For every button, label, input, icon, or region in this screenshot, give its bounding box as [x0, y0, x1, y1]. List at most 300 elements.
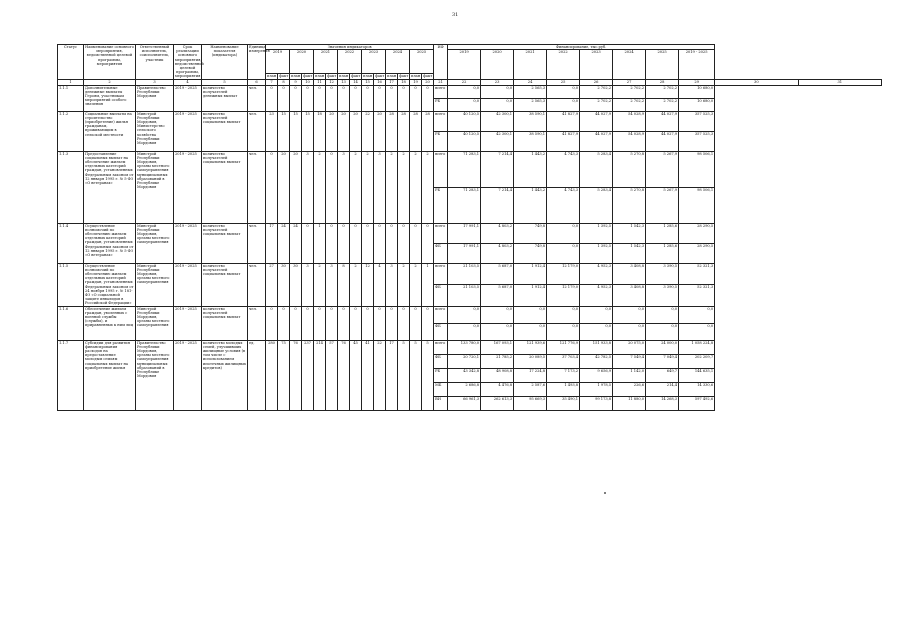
row-indicator-value: 5 [422, 340, 434, 410]
row-indicator-value: 1 [314, 223, 326, 263]
row-fin-value: 0,0 [547, 243, 580, 263]
row-indicator-value: 15 [278, 111, 290, 151]
row-name: Осуществление полномочий по обеспечению жильем отдельных категорий граждан, установленных Федеральным законом от 12 января 1995 г. № 5-ФЗ «О ветеранах» [84, 223, 136, 263]
row-fin-value: 2 702,2 [580, 98, 613, 111]
hdr-plan: план [363, 74, 373, 79]
row-status: 1.1.7 [58, 340, 84, 410]
row-indicator-value: 0 [338, 306, 350, 340]
row-fin-value: 24 000,0 [646, 340, 679, 354]
col-number: 5 [202, 79, 248, 85]
row-fin-value: 3 408,8 [613, 285, 646, 307]
row-fin-value: 1 443,2 [514, 151, 547, 187]
row-fin-value: 1 443,2 [514, 187, 547, 223]
col-number: 31 [798, 79, 881, 85]
col-number: 14 [350, 79, 362, 85]
row-indicator-value: 0 [422, 306, 434, 340]
row-fin-value: 66 961,3 [448, 396, 481, 410]
col-number: 16 [374, 79, 386, 85]
row-indicator-value: 0 [290, 306, 302, 340]
col-number: 25 [547, 79, 580, 85]
col-number: 27 [613, 79, 646, 85]
row-fin-source: ФБ [434, 323, 448, 340]
row-indicator-value: 2 [422, 151, 434, 223]
row-fin-value: 0,0 [481, 323, 514, 340]
row-fin-source: всего [434, 340, 448, 354]
row-fin-value: 0,0 [646, 306, 679, 323]
row-indicator-value: 8 [338, 263, 350, 306]
row-fin-value: 133 780,0 [448, 340, 481, 354]
row-fin-value: 5 267,9 [646, 151, 679, 187]
row-fin-source: РБ [434, 187, 448, 223]
row-indicator: количество получателей социальных выплат [202, 151, 248, 223]
row-fin-value: 14 330,6 [679, 382, 715, 396]
hdr-fact: факт [351, 74, 361, 79]
row-indicator-value: 24 [278, 223, 290, 263]
col-number: 23 [481, 79, 514, 85]
row-indicator-value: 3 [302, 151, 314, 223]
hdr-fin-year: 2019 [448, 50, 481, 79]
row-indicator-value: 30 [278, 263, 290, 306]
row-fin-value: 214,4 [646, 382, 679, 396]
row-fin-value: 151 933,8 [580, 340, 613, 354]
row-indicator-value: 3 [338, 151, 350, 223]
row-fin-value: 44 027,9 [580, 131, 613, 151]
row-fin-value: 357 525,3 [679, 131, 715, 151]
row-indicator-value: 41 [362, 340, 374, 410]
row-fin-value: 1 142,0 [613, 368, 646, 382]
hdr-plan: план [339, 74, 349, 79]
row-indicator-value: 5 [410, 340, 422, 410]
hdr-name: Наименование основного мероприятия, ведомственной целевой программы, мероприятия [84, 45, 136, 80]
row-indicator-value: 0 [422, 223, 434, 263]
row-indicator-value: 20 [338, 111, 350, 151]
hdr-year: 2019 [266, 50, 290, 74]
table-row [58, 223, 882, 243]
row-fin-value: 2 686,8 [448, 382, 481, 396]
row-fin-value: 2 565,3 [514, 85, 547, 98]
hdr-period: Срок реализации основного мероприятия, ведомственной целевой программы, мероприятия [175, 45, 204, 79]
scan-speck [604, 492, 606, 494]
row-fin-value: 5 283,4 [580, 187, 613, 223]
row-fin-value: 5 687,0 [481, 263, 514, 285]
row-fin-value: 17 224,8 [514, 368, 547, 382]
row-unit: ед. [248, 340, 266, 410]
row-fin-source: ВИ [434, 396, 448, 410]
row-indicator-value: 0 [290, 85, 302, 111]
row-indicator-value: 23 [266, 111, 278, 151]
col-number: 21 [434, 79, 448, 85]
row-executor: Правительство Республики Мордовия [136, 85, 174, 111]
hdr-executor: Ответственный исполнитель, соисполнитель, участник [136, 45, 174, 80]
row-indicator-value: 0 [326, 223, 338, 263]
row-indicator-value: 3 [302, 263, 314, 306]
row-name: Предоставление социальных выплат на обеспечение жильем отдельных категорий граждан, установленных Федеральным законом от 12 января 1995 г. № 5-ФЗ «О ветеранах» [84, 151, 136, 223]
row-indicator-value: 214 [314, 340, 326, 410]
row-indicator-value: 2 [350, 151, 362, 223]
row-fin-value: 2 702,2 [613, 85, 646, 98]
hdr-fact: факт [375, 74, 385, 79]
row-fin-value: 41 827,9 [547, 111, 580, 131]
row-fin-value: 48 908,8 [481, 368, 514, 382]
row-indicator-value: 0 [314, 306, 326, 340]
row-fin-value: 1 912,4 [514, 285, 547, 307]
row-indicator-value: 0 [326, 306, 338, 340]
row-fin-value: 0,0 [514, 306, 547, 323]
row-indicator-value: 2 [386, 151, 398, 223]
row-fin-value: 0,0 [547, 323, 580, 340]
row-fin-value: 99 173,8 [580, 396, 613, 410]
row-fin-value: 38 590,1 [514, 131, 547, 151]
row-indicator-value: 15 [302, 111, 314, 151]
row-indicator-value: 0 [386, 85, 398, 111]
row-fin-value: 167 093,1 [481, 340, 514, 354]
row-fin-value: 262 613,3 [481, 396, 514, 410]
row-fin-value: 0,0 [646, 323, 679, 340]
row-fin-value: 7 173,2 [547, 368, 580, 382]
row-fin-source: РБ [434, 368, 448, 382]
row-indicator-value: 0 [410, 223, 422, 263]
hdr-plan: план [267, 74, 277, 79]
row-fin-value: 1 912,4 [514, 263, 547, 285]
row-indicator-value: 28 [398, 111, 410, 151]
row-fin-value: 226,6 [613, 382, 646, 396]
row-indicator-value: 280 [266, 340, 278, 410]
table-row [58, 151, 882, 187]
row-fin-value: 1 285,6 [646, 243, 679, 263]
col-number: 18 [398, 79, 410, 85]
row-fin-value: 4 803,2 [481, 243, 514, 263]
row-fin-value: 4 952,3 [580, 263, 613, 285]
row-fin-value: 2 565,3 [514, 98, 547, 111]
row-fin-value: 71 283,1 [448, 151, 481, 187]
row-fin-value: 0,0 [580, 306, 613, 323]
row-fin-value: 21 103,5 [448, 263, 481, 285]
hdr-fin-year: 2020 [481, 50, 514, 79]
row-name: Субсидии для развития финансирования расходов на предоставление молодым семьям социальных выплат на приобретение жилья [84, 340, 136, 410]
row-fin-value: 0,0 [514, 323, 547, 340]
row-fin-value: 121 939,6 [514, 340, 547, 354]
row-indicator: количество получателей социальных выплат [202, 263, 248, 306]
row-period: 2019 - 2025 [174, 306, 202, 340]
row-fin-value: 0,0 [448, 323, 481, 340]
hdr-year: 2020 [290, 50, 314, 74]
row-indicator-value: 0 [326, 85, 338, 111]
row-indicator-value: 0 [266, 85, 278, 111]
hdr-fin-year: 2024 [613, 50, 646, 79]
row-fin-value: 20 089,5 [514, 354, 547, 368]
row-indicator-value: 0 [350, 85, 362, 111]
row-fin-source: всего [434, 223, 448, 243]
row-unit: чел. [248, 306, 266, 340]
row-fin-value: 71 283,1 [448, 187, 481, 223]
row-fin-value: 28 290,5 [679, 223, 715, 243]
row-fin-value: 649,7 [646, 368, 679, 382]
col-number: 24 [514, 79, 547, 85]
row-fin-value: 749,8 [514, 243, 547, 263]
row-indicator-value: 0 [410, 85, 422, 111]
table-row [58, 306, 882, 323]
row-fin-value: 7 214,4 [481, 187, 514, 223]
row-indicator: количество получателей социальных выплат [202, 223, 248, 263]
row-fin-value: 37 703,4 [547, 354, 580, 368]
row-fin-value: 1 392,5 [580, 223, 613, 243]
hdr-indicator: Наименование показателя (индикатора) [202, 45, 248, 80]
row-fin-value: 2 702,2 [613, 98, 646, 111]
row-period: 2019 - 2025 [174, 263, 202, 306]
row-fin-value: 95 669,3 [514, 396, 547, 410]
row-indicator-value: 0 [386, 306, 398, 340]
row-indicator-value: 2 [350, 263, 362, 306]
row-fin-value: 0,0 [448, 85, 481, 98]
row-indicator-value: 22 [374, 340, 386, 410]
hdr-fact: факт [399, 74, 409, 79]
row-fin-value: 5 270,8 [613, 187, 646, 223]
row-indicator-value: 2 [410, 263, 422, 306]
hdr-fact: факт [303, 74, 313, 79]
row-fin-source: всего [434, 111, 448, 131]
row-fin-value: 38 590,1 [514, 111, 547, 131]
row-indicator-value: 0 [278, 85, 290, 111]
row-indicator: количество получателей денежных выплат [202, 85, 248, 111]
row-indicator-value: 0 [374, 85, 386, 111]
row-fin-value: 0,0 [481, 98, 514, 111]
row-fin-source: МБ [434, 382, 448, 396]
hdr-unit: Единица измерения [248, 45, 266, 80]
row-indicator-value: 3 [374, 151, 386, 223]
row-indicator: количество получателей социальных выплат [202, 111, 248, 151]
col-number: 30 [715, 79, 798, 85]
row-name: Социальные выплаты на строительство (приобретение) жилья гражданам, проживающим в сельской местности [84, 111, 136, 151]
row-indicator-value: 0 [350, 223, 362, 263]
row-indicator-value: 2 [314, 263, 326, 306]
row-indicator-value: 0 [266, 306, 278, 340]
row-fin-value: 20 720,1 [448, 354, 481, 368]
row-indicator-value: 76 [290, 340, 302, 410]
row-fin-value: 12 179,0 [547, 285, 580, 307]
row-status: 1.1.4 [58, 223, 84, 263]
row-fin-value: 10 680,0 [679, 85, 715, 98]
row-indicator-value: 24 [290, 223, 302, 263]
row-period: 2019 - 2025 [174, 223, 202, 263]
row-indicator-value: 28 [422, 111, 434, 151]
row-fin-value: 1 493,8 [547, 382, 580, 396]
row-fin-value: 1 058 224,8 [679, 340, 715, 354]
hdr-plan: план [411, 74, 421, 79]
row-fin-value: 1 978,5 [580, 382, 613, 396]
row-executor: Минстрой Республики Мордовия, органы местного самоуправления [136, 223, 174, 263]
row-fin-value: 121 776,9 [547, 340, 580, 354]
row-indicator-value: 0 [362, 223, 374, 263]
page-number: 31 [452, 12, 459, 18]
row-indicator-value: 0 [374, 223, 386, 263]
row-fin-value: 98 506,1 [679, 187, 715, 223]
row-name: Осуществление полномочий по обеспечению жильем отдельных категорий граждан, установленных Федеральным законом от 24 ноября 1995 г. № 181-ФЗ «О социальной защите инвалидов в Российской Федерации» [85, 263, 134, 306]
col-number: 8 [278, 79, 290, 85]
row-fin-value: 0,0 [613, 323, 646, 340]
row-indicator-value: 0 [302, 85, 314, 111]
table-row [58, 340, 882, 354]
row-fin-value: 7 549,4 [613, 354, 646, 368]
row-status: 1.1.6 [58, 306, 84, 340]
row-fin-value: 20 075,0 [613, 340, 646, 354]
row-fin-value: 44 027,9 [646, 111, 679, 131]
col-number: 11 [314, 79, 326, 85]
row-unit: чел. [248, 151, 266, 223]
row-fin-value: 3 390,5 [646, 263, 679, 285]
row-fin-value: 0,0 [613, 306, 646, 323]
row-executor: Правительство Республики Мордовия, органы местного самоуправления муниципальных образований в Республике Мордовия [136, 340, 174, 410]
row-fin-value: 2 587,6 [514, 382, 547, 396]
row-fin-source: РБ [434, 98, 448, 111]
row-indicator-value: 30 [290, 263, 302, 306]
col-number: 6 [248, 79, 266, 85]
row-fin-value: 0,0 [679, 306, 715, 323]
row-unit: чел. [248, 263, 266, 306]
col-number: 13 [338, 79, 350, 85]
hdr-fact: факт [327, 74, 337, 79]
col-number: 26 [580, 79, 613, 85]
row-status: 1.1.3 [58, 151, 84, 223]
row-fin-value: 5 267,9 [646, 187, 679, 223]
row-fin-value: 5 283,4 [580, 151, 613, 187]
row-fin-value: 40 120,5 [448, 111, 481, 131]
row-fin-value: 0,0 [481, 306, 514, 323]
row-fin-value: 2 702,2 [646, 98, 679, 111]
col-number: 17 [386, 79, 398, 85]
row-fin-value: 42 300,1 [481, 131, 514, 151]
row-unit: чел. [248, 223, 266, 263]
row-indicator-value: 0 [386, 223, 398, 263]
row-indicator-value: 28 [410, 111, 422, 151]
row-fin-value: 44 027,9 [580, 111, 613, 131]
row-fin-value: 43 342,8 [448, 368, 481, 382]
row-fin-value: 1 285,6 [646, 223, 679, 243]
row-fin-value: 202 209,7 [679, 354, 715, 368]
col-number: 22 [448, 79, 481, 85]
row-period: 2019 - 2025 [174, 111, 202, 151]
row-fin-source: ФБ [434, 285, 448, 307]
row-indicator-value: 75 [278, 340, 290, 410]
row-fin-value: 17 991,1 [448, 223, 481, 243]
row-fin-value: 597 492,6 [679, 396, 715, 410]
row-fin-value: 35 490,1 [547, 396, 580, 410]
row-fin-source: ФБ [434, 354, 448, 368]
row-indicator-value: 4 [374, 263, 386, 306]
row-fin-value: 0,0 [580, 323, 613, 340]
row-fin-value: 5 270,8 [613, 151, 646, 187]
table-row [58, 85, 882, 98]
col-number: 10 [302, 79, 314, 85]
row-indicator-value: 0 [362, 85, 374, 111]
row-indicator-value: 0 [374, 306, 386, 340]
row-fin-value: 0,0 [448, 98, 481, 111]
row-fin-value: 42 300,1 [481, 111, 514, 131]
row-status: 1.1.5 [58, 263, 84, 306]
row-indicator-value: 2 [314, 151, 326, 223]
row-fin-value: 21 785,2 [481, 354, 514, 368]
col-number: 7 [266, 79, 278, 85]
row-fin-value: 0,0 [547, 98, 580, 111]
row-indicator-value: 0 [422, 85, 434, 111]
row-indicator-value: 0 [398, 223, 410, 263]
row-fin-source: ФБ [434, 243, 448, 263]
row-indicator-value: 2 [362, 151, 374, 223]
col-number: 12 [326, 79, 338, 85]
row-fin-value: 42 782,5 [580, 354, 613, 368]
row-indicator-value: 3 [386, 263, 398, 306]
row-fin-value: 28 290,5 [679, 243, 715, 263]
row-fin-value: 54 028,9 [613, 111, 646, 131]
row-indicator-value: 237 [302, 340, 314, 410]
row-fin-value: 4 952,3 [580, 285, 613, 307]
hdr-fin-year: 2023 [580, 50, 613, 79]
row-fin-value: 17 991,1 [448, 243, 481, 263]
row-fin-source: всего [434, 151, 448, 187]
row-fin-value: 14 268,3 [646, 396, 679, 410]
row-executor: Минстрой Республики Мордовия, органы местного самоуправления [136, 306, 174, 340]
row-fin-source: всего [434, 85, 448, 98]
hdr-plan: план [315, 74, 325, 79]
row-unit: чел. [248, 85, 266, 111]
row-fin-value: 44 027,9 [646, 131, 679, 151]
row-fin-value: 7 214,4 [481, 151, 514, 187]
row-fin-value: 5 687,0 [481, 285, 514, 307]
hdr-year: 2021 [314, 50, 338, 74]
row-fin-value: 2 702,2 [580, 85, 613, 98]
col-number: 1 [58, 79, 84, 85]
row-fin-value: 12 179,0 [547, 263, 580, 285]
row-name: Обеспечение жильем граждан, уволенных с военной службы (службы), и приравненных к ним лиц [84, 306, 136, 340]
table-row [58, 111, 882, 131]
row-fin-value: 0,0 [547, 223, 580, 243]
row-indicator-value: 20 [350, 111, 362, 151]
hdr-indicator-values: Значения индикаторов [266, 45, 434, 50]
row-fin-value: 0,0 [679, 323, 715, 340]
hdr-financing: Финансирование, тыс.руб. [448, 45, 715, 50]
hdr-fact: факт [279, 74, 289, 79]
row-fin-value: 1 392,5 [580, 243, 613, 263]
row-indicator-value: 1 [422, 263, 434, 306]
row-executor: Минстрой Республики Мордовия, Министерство сельского хозяйства Республики Мордовия [136, 111, 174, 151]
row-indicator-value: 0 [398, 306, 410, 340]
row-fin-value: 2 702,2 [646, 85, 679, 98]
row-executor: Минстрой Республики Мордовия, органы местного самоуправления [136, 263, 174, 306]
row-unit: чел. [248, 111, 266, 151]
program-table [57, 44, 882, 411]
col-number: 29 [679, 79, 715, 85]
row-indicator-value: 20 [374, 111, 386, 151]
row-indicator-value: 0 [302, 223, 314, 263]
row-period: 2019 - 2025 [174, 340, 202, 410]
row-fin-value: 0,0 [481, 85, 514, 98]
row-fin-value: 144 635,1 [679, 368, 715, 382]
row-indicator-value: 12 [362, 263, 374, 306]
row-fin-value: 10 680,0 [679, 98, 715, 111]
row-fin-value: 52 321,3 [679, 263, 715, 285]
row-indicator-value: 15 [290, 111, 302, 151]
row-indicator-value: 0 [338, 223, 350, 263]
row-indicator-value: 0 [338, 85, 350, 111]
col-number: 28 [646, 79, 679, 85]
row-indicator-value: 45 [350, 340, 362, 410]
row-fin-value: 4 743,3 [547, 151, 580, 187]
hdr-fact: факт [423, 74, 433, 79]
row-fin-value: 7 049,4 [646, 354, 679, 368]
row-period: 2019 - 2025 [174, 85, 202, 111]
row-indicator-value: 2 [398, 263, 410, 306]
col-number: 9 [290, 79, 302, 85]
col-number: 20 [422, 79, 434, 85]
